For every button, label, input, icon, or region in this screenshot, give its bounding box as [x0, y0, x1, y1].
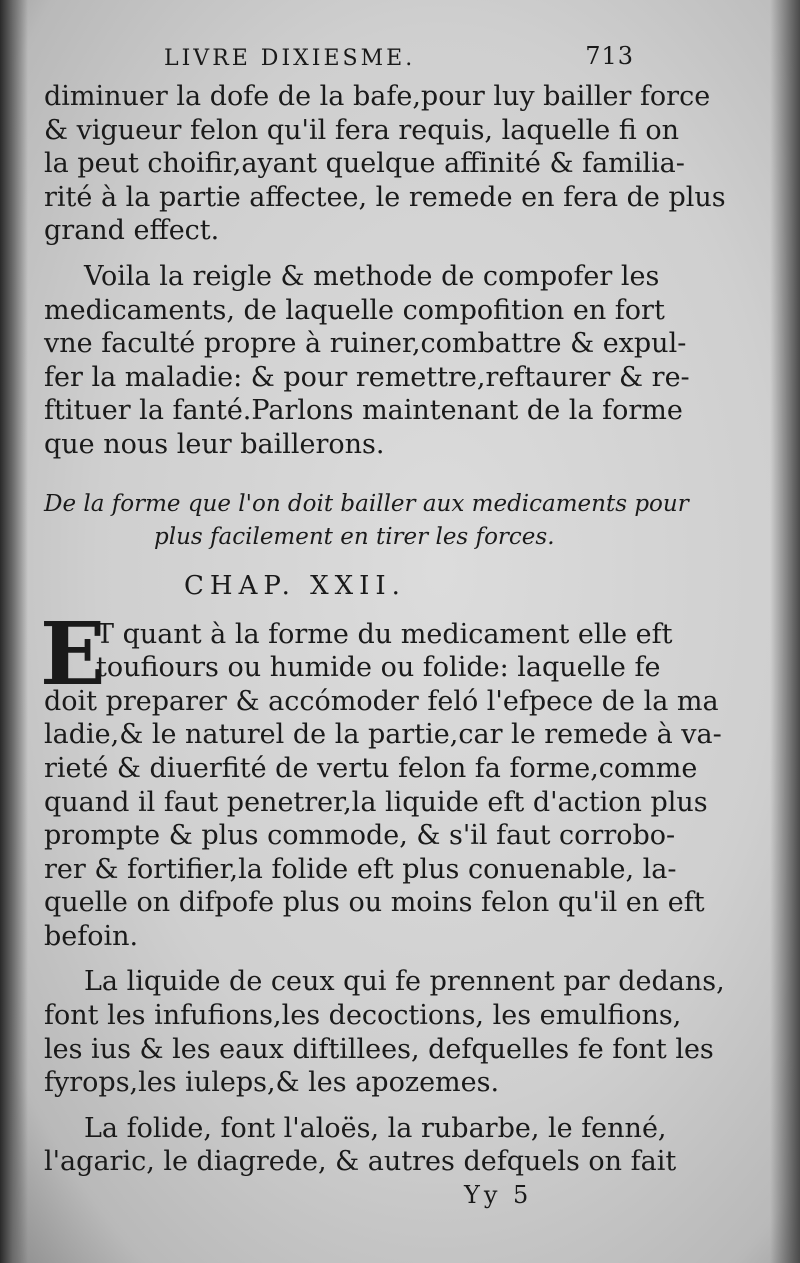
text-line: rer & fortifier,la folide eft plus conuenable, la-	[44, 853, 677, 885]
text-line: grand effect.	[44, 215, 220, 247]
text-line: quand il faut penetrer,la liquide eft d'action plus	[44, 786, 708, 818]
paragraph-3	[40, 603, 722, 954]
drop-cap-initial: E	[40, 603, 106, 705]
page-gutter-shadow	[0, 0, 28, 1263]
heading-line: De la forme que l'on doit bailler aux medicaments pour	[44, 490, 689, 517]
signature-mark: Yy 5	[464, 1181, 533, 1210]
text-line: rité à la partie affectee, le remede en fera de plus	[44, 181, 726, 213]
text-line: l'agaric, le diagrede, & autres defquels on fait	[44, 1146, 677, 1178]
text-line: prompte & plus commode, & s'il faut corrobo-	[44, 820, 676, 852]
text-line: vne faculté propre à ruiner,combattre & expul-	[44, 328, 687, 360]
page-footer	[44, 1179, 634, 1213]
text-line: fyrops,les iuleps,& les apozemes.	[44, 1067, 500, 1099]
running-title: LIVRE DIXIESME.	[164, 46, 416, 71]
chapter-label: CHAP. XXII.	[184, 570, 406, 601]
paragraph-1	[44, 80, 726, 248]
text-line: font les infufions,les decoctions, les emulfions,	[44, 1000, 682, 1032]
text-line: les ius & les eaux diftillees, defquelles fe font les	[44, 1033, 714, 1065]
text-line: ladie,& le naturel de la partie,car le remede à va-	[44, 719, 722, 751]
running-head	[44, 40, 634, 80]
text-line: befoin.	[44, 920, 139, 952]
text-line: medicaments, de laquelle compofition en fort	[44, 294, 665, 326]
section-heading	[44, 488, 689, 554]
heading-line: plus facilement en tirer les forces.	[154, 523, 555, 550]
text-line: toufiours ou humide ou folide: laquelle fe	[96, 652, 661, 684]
text-line: ftituer la fanté.Parlons maintenant de la forme	[44, 395, 683, 427]
text-line: T quant à la forme du medicament elle eft	[96, 618, 673, 650]
text-line: rieté & diuerfité de vertu felon fa forme,comme	[44, 752, 698, 784]
text-line: la peut choifir,ayant quelque affinité & familia-	[44, 148, 685, 180]
text-line: quelle on difpofe plus ou moins felon qu'il en eft	[44, 887, 705, 919]
text-line: diminuer la dofe de la bafe,pour luy bailler force	[44, 81, 711, 112]
text-line: doit preparer & accómoder feló l'efpece de la ma	[44, 685, 719, 717]
paragraph-4	[44, 965, 725, 1099]
text-line: La folide, font l'aloës, la rubarbe, le fenné,	[84, 1112, 667, 1144]
text-line: fer la maladie: & pour remettre,reftaurer & re-	[44, 361, 690, 393]
paragraph-5	[44, 1112, 677, 1179]
page-number: 713	[585, 42, 634, 70]
text-line: & vigueur felon qu'il fera requis, laquelle fi on	[44, 114, 680, 146]
paragraph-2	[44, 260, 690, 462]
text-line: Voila la reigle & methode de compofer les	[84, 260, 660, 292]
text-line: que nous leur baillerons.	[44, 428, 385, 460]
page-edge-shadow	[770, 0, 800, 1263]
text-line: La liquide de ceux qui fe prennent par dedans,	[84, 966, 725, 998]
text-column	[40, 40, 726, 1213]
